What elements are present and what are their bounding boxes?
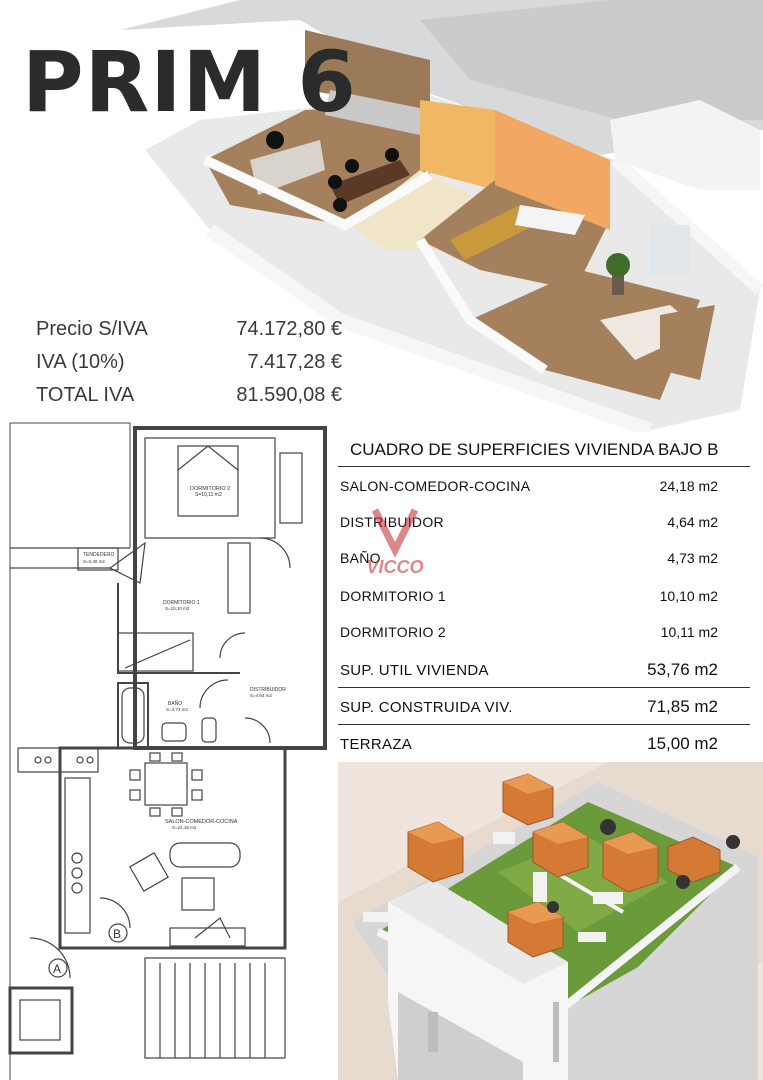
room-name: TERRAZA <box>340 736 413 753</box>
plan-label-distribuidor: DISTRIBUIDOR <box>250 687 286 693</box>
price-row-base <box>36 318 342 350</box>
room-name: SUP. UTIL VIVIENDA <box>340 662 489 679</box>
room-area: 4,73 m2 <box>667 550 718 566</box>
room-area: 10,11 m2 <box>660 624 718 640</box>
surface-table <box>338 432 750 762</box>
table-divider <box>338 724 750 725</box>
table-row <box>338 616 750 650</box>
price-label: IVA (10%) <box>36 351 125 373</box>
room-name: DORMITORIO 2 <box>340 624 447 640</box>
room-area: 53,76 m2 <box>647 660 718 679</box>
table-row <box>338 470 750 504</box>
page-title: PRIM 6 <box>22 33 357 131</box>
room-area: 10,10 m2 <box>659 588 718 604</box>
logo-mark-icon <box>375 510 415 550</box>
table-row-terrace <box>338 728 750 762</box>
rooftop-3d-render <box>338 762 763 1080</box>
room-name: DORMITORIO 1 <box>340 588 447 604</box>
room-area: 15,00 m2 <box>647 734 718 753</box>
plan-label-dorm2: DORMITORIO 2 <box>190 486 231 492</box>
table-divider <box>338 687 750 688</box>
table-divider <box>338 466 750 467</box>
price-value: 74.172,80 € <box>236 318 342 340</box>
price-label: Precio S/IVA <box>36 318 148 340</box>
price-value: 7.417,28 € <box>247 351 342 373</box>
plan-marker-a: A <box>53 962 62 976</box>
room-area: 24,18 m2 <box>659 478 718 494</box>
watermark-text: VICCO <box>366 557 424 577</box>
plan-area-dorm1: S=10,10 m2 <box>165 606 190 611</box>
plan-label-salon: SALON-COMEDOR-COCINA <box>165 819 238 825</box>
floor-plan <box>0 418 335 1080</box>
plan-area-tendedero: S=0,48 m2 <box>83 559 105 564</box>
table-heading: CUADRO DE SUPERFICIES VIVIENDA BAJO B <box>350 440 719 459</box>
plan-area-dorm2: S=10,11 m2 <box>195 492 222 498</box>
plan-area-bano: S=4,73 m2 <box>166 707 188 712</box>
table-row-total-util <box>338 654 750 688</box>
price-row-total <box>36 384 342 416</box>
room-name: SUP. CONSTRUIDA VIV. <box>340 699 513 716</box>
price-label: TOTAL IVA <box>36 384 135 406</box>
plan-label-dorm1: DORMITORIO 1 <box>163 600 200 606</box>
plan-label-bano: BAÑO <box>168 701 183 707</box>
plan-marker-b: B <box>113 927 122 941</box>
plan-area-salon: S=24,18 m2 <box>172 825 197 830</box>
table-row-total-built <box>338 691 750 725</box>
room-area: 4,64 m2 <box>667 514 718 530</box>
room-area: 71,85 m2 <box>647 697 718 716</box>
room-name: SALON-COMEDOR-COCINA <box>340 478 531 494</box>
plan-label-tendedero: TENDEDERO <box>83 552 115 558</box>
price-value: 81.590,08 € <box>236 384 342 406</box>
watermark-logo <box>355 505 435 580</box>
room-name: DISTRIBUIDOR <box>340 514 444 530</box>
plan-area-distribuidor: S=4,64 m2 <box>250 693 272 698</box>
room-name: BAÑO <box>340 550 381 566</box>
table-row <box>338 580 750 614</box>
price-row-iva <box>36 351 342 383</box>
